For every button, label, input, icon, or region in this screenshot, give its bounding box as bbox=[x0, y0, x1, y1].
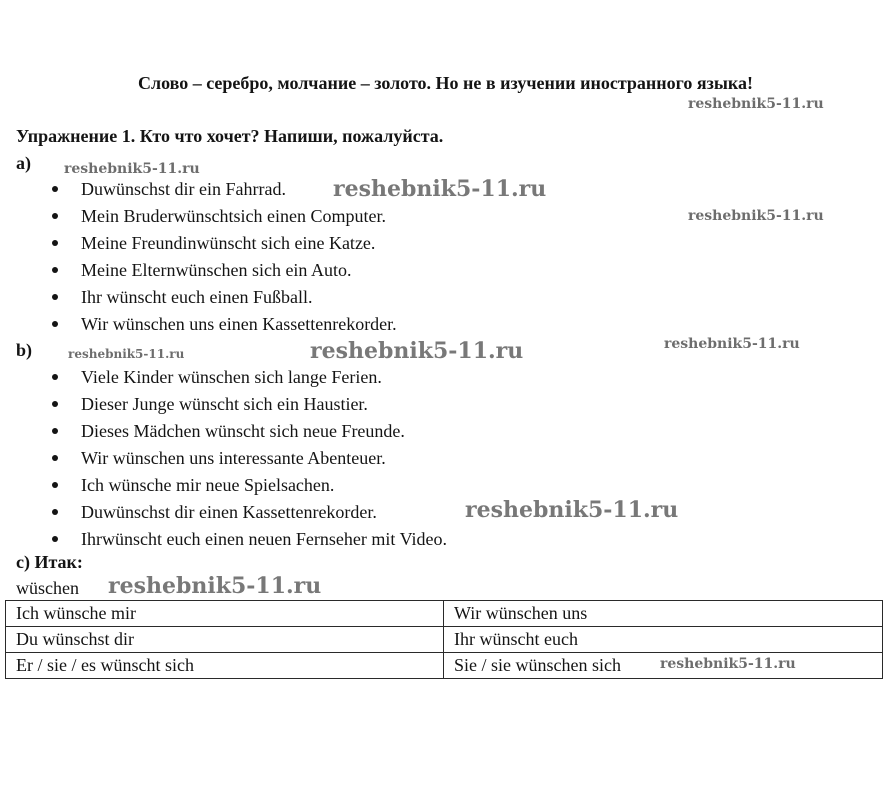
bullet-icon bbox=[52, 536, 58, 542]
table-row bbox=[6, 627, 883, 653]
bullet-icon bbox=[52, 321, 58, 327]
bullet-icon bbox=[52, 455, 58, 461]
table-cell: Er / sie / es wünscht sich bbox=[6, 653, 444, 679]
table-cell: Ihr wünscht euch bbox=[444, 627, 883, 653]
list-item: Ihrwünscht euch einen neuen Fernseher mit Video. bbox=[0, 528, 447, 555]
bullet-icon bbox=[52, 186, 58, 192]
watermark: reshebnik5-11.ru bbox=[310, 338, 524, 364]
bullet-icon bbox=[52, 240, 58, 246]
bullet-icon bbox=[52, 294, 58, 300]
list-item: Duwünschst dir einen Kassettenrekorder. bbox=[0, 501, 447, 528]
list-item: Duwünschst dir ein Fahrrad. bbox=[0, 178, 397, 205]
part-c-label: c) Итак: bbox=[16, 552, 83, 572]
list-item: Viele Kinder wünschen sich lange Ferien. bbox=[0, 366, 447, 393]
watermark: reshebnik5-11.ru bbox=[688, 96, 824, 112]
table-row bbox=[6, 601, 883, 627]
part-b-list bbox=[0, 366, 447, 555]
bullet-icon bbox=[52, 482, 58, 488]
list-item: Meine Freundinwünscht sich eine Katze. bbox=[0, 232, 397, 259]
list-item: Dieser Junge wünscht sich ein Haustier. bbox=[0, 393, 447, 420]
bullet-icon bbox=[52, 401, 58, 407]
watermark: reshebnik5-11.ru bbox=[68, 347, 185, 361]
list-item: Wir wünschen uns einen Kassettenrekorder. bbox=[0, 313, 397, 340]
list-item: Ihr wünscht euch einen Fußball. bbox=[0, 286, 397, 313]
part-a-label: a) bbox=[16, 153, 31, 173]
list-item: Ich wünsche mir neue Spielsachen. bbox=[0, 474, 447, 501]
watermark: reshebnik5-11.ru bbox=[64, 161, 200, 177]
list-item: Dieses Mädchen wünscht sich neue Freunde. bbox=[0, 420, 447, 447]
list-item: Mein Bruderwünschtsich einen Computer. bbox=[0, 205, 397, 232]
watermark: reshebnik5-11.ru bbox=[108, 573, 322, 599]
list-item: Wir wünschen uns interessante Abenteuer. bbox=[0, 447, 447, 474]
part-a-list bbox=[0, 178, 397, 340]
table-cell: Wir wünschen uns bbox=[444, 601, 883, 627]
watermark: reshebnik5-11.ru bbox=[333, 176, 547, 202]
table-cell: Sie / sie wünschen sich bbox=[444, 653, 883, 679]
watermark: reshebnik5-11.ru bbox=[688, 208, 824, 224]
bullet-icon bbox=[52, 374, 58, 380]
exercise-title: Упражнение 1. Кто что хочет? Напиши, пожалуйста. bbox=[16, 126, 444, 146]
table-cell: Du wünschst dir bbox=[6, 627, 444, 653]
bullet-icon bbox=[52, 267, 58, 273]
bullet-icon bbox=[52, 213, 58, 219]
watermark: reshebnik5-11.ru bbox=[664, 336, 800, 352]
verb-label: wüschen bbox=[16, 578, 79, 598]
bullet-icon bbox=[52, 509, 58, 515]
table-cell: Ich wünsche mir bbox=[6, 601, 444, 627]
watermark: reshebnik5-11.ru bbox=[660, 656, 796, 672]
page-heading: Слово – серебро, молчание – золото. Но не в изучении иностранного языка! bbox=[137, 73, 754, 93]
bullet-icon bbox=[52, 428, 58, 434]
watermark: reshebnik5-11.ru bbox=[465, 497, 679, 523]
part-b-label: b) bbox=[16, 340, 33, 360]
list-item: Meine Elternwünschen sich ein Auto. bbox=[0, 259, 397, 286]
